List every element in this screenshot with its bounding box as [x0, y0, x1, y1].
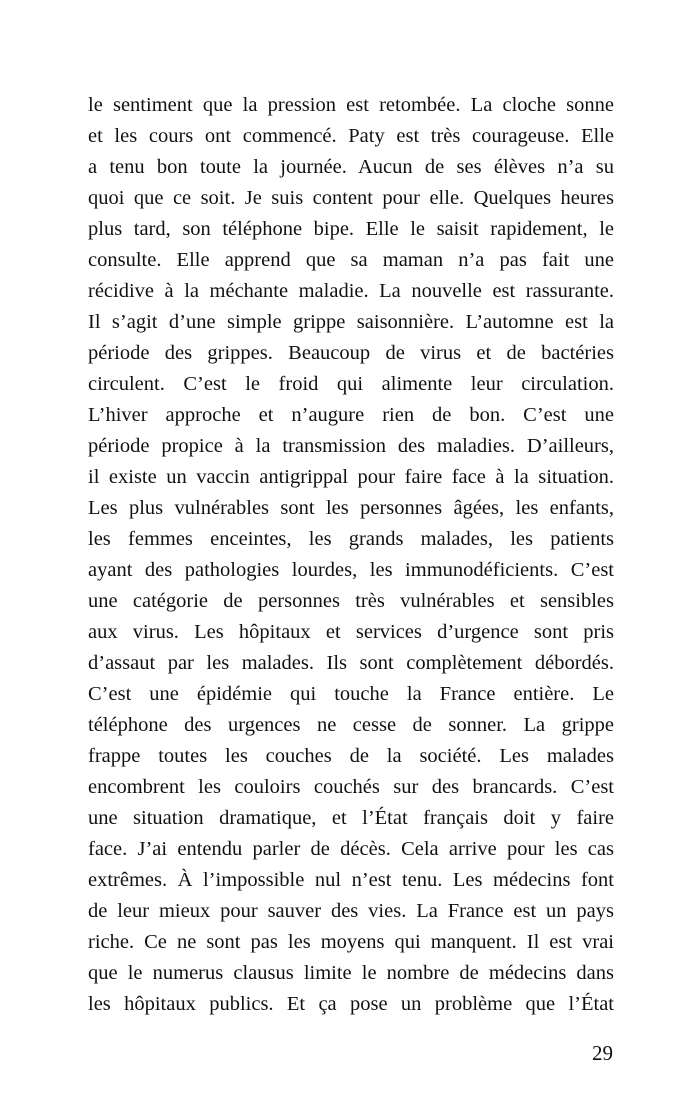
text-line: téléphone des urgences ne cesse de sonner. La grippe — [88, 714, 614, 736]
body-text — [88, 90, 614, 1020]
text-line: une catégorie de personnes très vulnérables et sensibles — [88, 590, 614, 612]
text-line: d’assaut par les malades. Ils sont complètement débordés. — [88, 652, 614, 674]
text-line: consulte. Elle apprend que sa maman n’a pas fait une — [88, 249, 614, 271]
text-line: aux virus. Les hôpitaux et services d’urgence sont pris — [88, 621, 614, 643]
text-line: encombrent les couloirs couchés sur des brancards. C’est — [88, 776, 614, 798]
text-line: que le numerus clausus limite le nombre de médecins dans — [88, 962, 614, 984]
text-line: Il s’agit d’une simple grippe saisonnière. L’automne est la — [88, 311, 614, 333]
text-line: face. J’ai entendu parler de décès. Cela arrive pour les cas — [88, 838, 614, 860]
text-line: il existe un vaccin antigrippal pour faire face à la situation. — [88, 466, 614, 488]
text-line: extrêmes. À l’impossible nul n’est tenu. Les médecins font — [88, 869, 614, 891]
page-number: 29 — [592, 1041, 613, 1065]
text-line: L’hiver approche et n’augure rien de bon. C’est une — [88, 404, 614, 426]
text-line: récidive à la méchante maladie. La nouvelle est rassurante. — [88, 280, 614, 302]
text-line: Les plus vulnérables sont les personnes âgées, les enfants, — [88, 497, 614, 519]
text-line: frappe toutes les couches de la société. Les malades — [88, 745, 614, 767]
text-line: de leur mieux pour sauver des vies. La France est un pays — [88, 900, 614, 922]
text-line: quoi que ce soit. Je suis content pour elle. Quelques heures — [88, 187, 614, 209]
text-line: a tenu bon toute la journée. Aucun de ses élèves n’a su — [88, 156, 614, 178]
text-line: et les cours ont commencé. Paty est très courageuse. Elle — [88, 125, 614, 147]
text-line: une situation dramatique, et l’État français doit y faire — [88, 807, 614, 829]
text-line: circulent. C’est le froid qui alimente leur circulation. — [88, 373, 614, 395]
text-line: C’est une épidémie qui touche la France entière. Le — [88, 683, 614, 705]
text-line: riche. Ce ne sont pas les moyens qui manquent. Il est vrai — [88, 931, 614, 953]
text-line: période propice à la transmission des maladies. D’ailleurs, — [88, 435, 614, 457]
text-line: plus tard, son téléphone bipe. Elle le saisit rapidement, le — [88, 218, 614, 240]
text-line: les femmes enceintes, les grands malades, les patients — [88, 528, 614, 550]
text-line: le sentiment que la pression est retombée. La cloche sonne — [88, 94, 614, 116]
text-line: ayant des pathologies lourdes, les immunodéficients. C’est — [88, 559, 614, 581]
text-line: les hôpitaux publics. Et ça pose un problème que l’État — [88, 993, 614, 1015]
text-line: période des grippes. Beaucoup de virus et de bactéries — [88, 342, 614, 364]
